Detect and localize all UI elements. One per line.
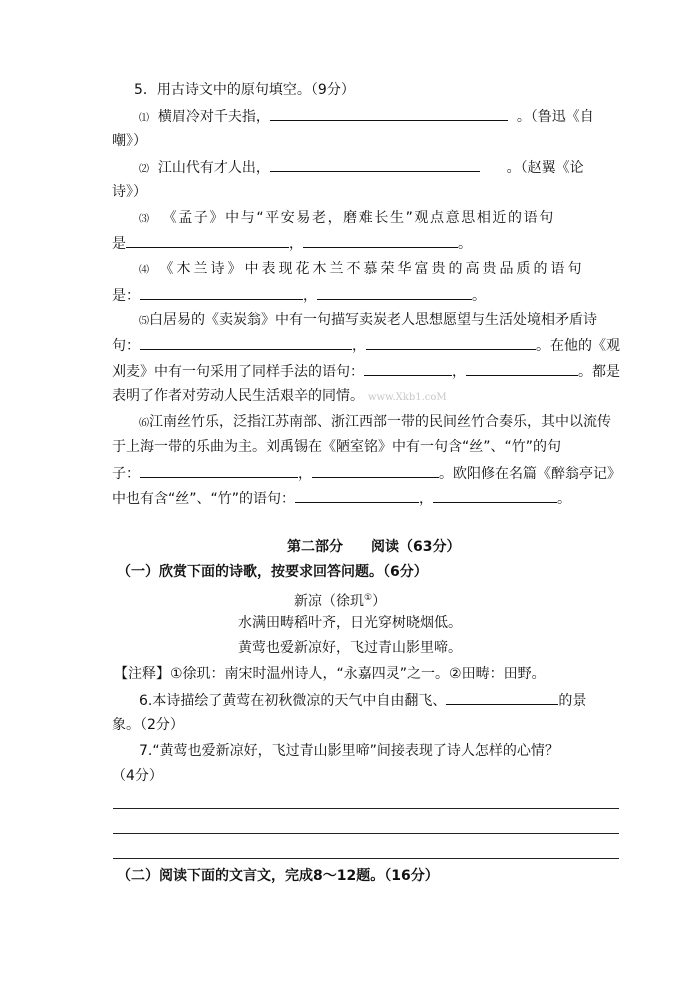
q5-item-2-cont: 诗》） bbox=[112, 184, 147, 200]
item-number: ⑷ bbox=[139, 265, 152, 276]
item-number: ⑴ bbox=[139, 113, 149, 124]
prompt: 刈麦》中有一句采用了同样手法的语句： bbox=[112, 364, 364, 380]
q7-score: （4分） bbox=[112, 768, 163, 784]
section1-title: （一）欣赏下面的诗歌，按要求回答问题。（6分） bbox=[117, 564, 428, 580]
punct: ， bbox=[352, 338, 366, 354]
prompt: 江山代有才人出， bbox=[157, 160, 270, 176]
poem-title bbox=[294, 588, 386, 612]
prompt: 是 bbox=[112, 236, 126, 252]
item-number: ⑶ bbox=[139, 214, 151, 225]
q6 bbox=[139, 690, 586, 711]
answer-blank[interactable] bbox=[433, 488, 557, 503]
watermark: www.Xkb1.coM bbox=[368, 392, 447, 403]
section2-title: （二）阅读下面的文言文，完成8～12题。（16分） bbox=[117, 868, 439, 884]
punct: 。 bbox=[458, 236, 472, 252]
answer-blank[interactable] bbox=[270, 106, 508, 121]
punct: ， bbox=[419, 491, 434, 507]
answer-blank[interactable] bbox=[295, 488, 419, 503]
answer-line[interactable] bbox=[113, 808, 619, 809]
q5-item-4-cont bbox=[112, 285, 486, 306]
answer-blank[interactable] bbox=[366, 335, 536, 350]
q5-item-6 bbox=[139, 412, 611, 434]
q5-item-5-line4 bbox=[112, 386, 447, 408]
prompt: 《木兰诗》中表现花木兰不慕荣华富贵的高贵品质的语句 bbox=[159, 261, 585, 277]
q5-item-5 bbox=[139, 310, 597, 332]
prompt: 子： bbox=[112, 466, 140, 482]
prompt: 是： bbox=[112, 288, 140, 304]
punct: ， bbox=[303, 288, 317, 304]
punct: ） bbox=[372, 593, 387, 610]
prompt: 中也有含“丝”、“竹”的语句： bbox=[112, 491, 296, 507]
prompt: 。欧阳修在名篇《醉翁亭记》 bbox=[439, 466, 621, 482]
q7: 7.“黄莺也爱新凉好，飞过青山影里啼”间接表现了诗人怎样的心情？ bbox=[139, 743, 559, 759]
answer-blank[interactable] bbox=[317, 285, 472, 300]
item-number: ⑸ bbox=[139, 316, 149, 327]
answer-blank[interactable] bbox=[270, 157, 480, 172]
q5-item-4 bbox=[139, 259, 584, 281]
q5-item-3 bbox=[139, 208, 555, 230]
answer-blank[interactable] bbox=[466, 361, 578, 376]
q5-item-6-line4 bbox=[112, 488, 571, 509]
footnote-marker: ① bbox=[364, 593, 373, 603]
answer-blank[interactable] bbox=[126, 233, 289, 248]
answer-blank[interactable] bbox=[140, 335, 352, 350]
prompt: 横眉冷对千夫指， bbox=[157, 109, 270, 125]
punct: ， bbox=[452, 364, 466, 380]
answer-line[interactable] bbox=[113, 833, 619, 834]
prompt: 6.本诗描绘了黄莺在初秋微凉的天气中自由翻飞、 bbox=[139, 693, 447, 709]
q5-item-1 bbox=[139, 106, 594, 129]
answer-blank[interactable] bbox=[364, 361, 452, 376]
q6-cont: 象。（2分） bbox=[112, 717, 184, 733]
item-number: ⑹ bbox=[139, 418, 149, 429]
q5-item-6-line2: 于上海一带的乐曲为主。刘禹锡在《陋室铭》中有一句含“丝”、“竹”的句 bbox=[112, 439, 562, 455]
prompt: 的景 bbox=[558, 693, 587, 709]
prompt: 。在他的《观 bbox=[536, 338, 620, 354]
q5-item-1-cont: 嘲》） bbox=[112, 133, 147, 149]
poem-line-2: 黄莺也爱新凉好，飞过青山影里啼。 bbox=[238, 640, 462, 656]
q5-item-2 bbox=[139, 157, 584, 180]
q5-item-6-line3 bbox=[112, 463, 621, 484]
annotation: 【注释】①徐玑：南宋时温州诗人，“永嘉四灵”之一。②田畴：田野。 bbox=[114, 666, 546, 682]
answer-blank[interactable] bbox=[140, 463, 298, 478]
poem-title-text: 新凉（徐玑 bbox=[294, 593, 364, 610]
q5-item-5-line3 bbox=[112, 361, 620, 382]
answer-blank[interactable] bbox=[140, 285, 303, 300]
q5-item-5-line2 bbox=[112, 335, 620, 356]
part2-title: 第二部分 阅读（63分） bbox=[287, 539, 461, 555]
punct: 。 bbox=[557, 491, 572, 507]
prompt: 表明了作者对劳动人民生活艰辛的同情。 bbox=[112, 388, 364, 404]
prompt: 句： bbox=[112, 338, 140, 354]
punct: ， bbox=[298, 466, 312, 482]
q5-title: 5．用古诗文中的原句填空。（9分） bbox=[134, 82, 355, 98]
answer-blank[interactable] bbox=[303, 233, 458, 248]
answer-line[interactable] bbox=[113, 858, 619, 859]
prompt: 。都是 bbox=[578, 364, 620, 380]
punct: 。 bbox=[472, 288, 486, 304]
prompt: 白居易的《卖炭翁》中有一句描写卖炭老人思想愿望与生活处境相矛盾诗 bbox=[149, 312, 597, 328]
prompt: 《孟子》中与“平安易老，磨难长生”观点意思相近的语句 bbox=[162, 210, 555, 226]
punct: ， bbox=[289, 236, 303, 252]
answer-blank[interactable] bbox=[446, 690, 558, 705]
answer-blank[interactable] bbox=[312, 463, 439, 478]
poem-line-1: 水满田畴稻叶齐，日光穿树晓烟低。 bbox=[238, 615, 462, 631]
prompt: 江南丝竹乐，泛指江苏南部、浙江西部一带的民间丝竹合奏乐，其中以流传 bbox=[149, 414, 611, 430]
q5-item-3-cont bbox=[112, 233, 472, 254]
source: 。（赵翼《论 bbox=[506, 160, 584, 176]
source: 。（鲁迅《自 bbox=[516, 109, 594, 125]
item-number: ⑵ bbox=[139, 164, 149, 175]
